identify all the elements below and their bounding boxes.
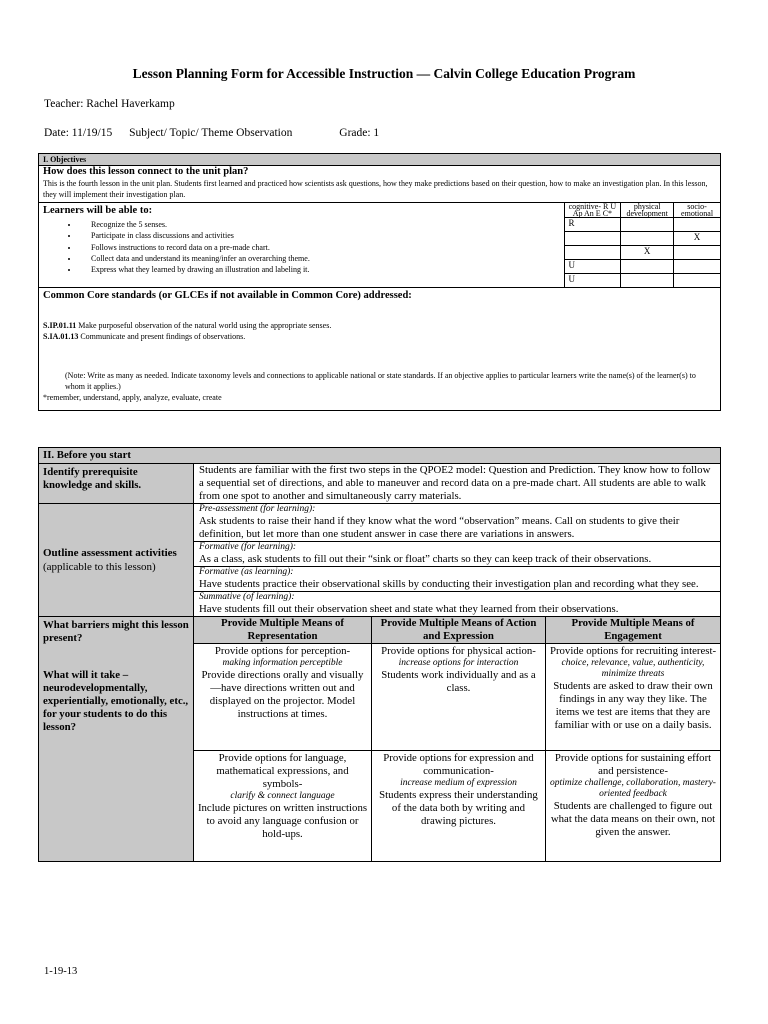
phys-cell (621, 260, 674, 274)
assessment-label-bold: Outline assessment activities (43, 547, 177, 559)
date-line (44, 127, 379, 139)
assessment-label (39, 504, 194, 617)
phys-cell (621, 218, 674, 232)
assessment-type: Pre-assessment (for learning): (199, 504, 316, 514)
udl-text: Students work individually and as a class. (381, 669, 536, 694)
standard-2 (43, 331, 716, 342)
objectives-footnote: *remember, understand, apply, analyze, evaluate, create (43, 393, 222, 402)
udl-header-action: Provide Multiple Means of Action and Expression (372, 617, 546, 644)
udl-cell (372, 644, 546, 751)
udl-lead: Provide options for expression and communication- (383, 752, 534, 777)
cog-cell: U (564, 260, 621, 274)
page-title: Lesson Planning Form for Accessible Instruction — Calvin College Education Program (132, 66, 636, 81)
assessment-formative-as (194, 567, 721, 592)
udl-italic: increase medium of expression (400, 778, 517, 788)
before-heading: II. Before you start (39, 448, 721, 464)
standard-code: S.IA.01.13 (43, 332, 79, 341)
assessment-type: Summative (of learning): (199, 592, 295, 602)
col-physical: physical development (621, 203, 674, 218)
assessment-pre (194, 504, 721, 542)
udl-lead: Provide options for physical action- (381, 645, 536, 657)
col-cognitive: cognitive- R U Ap An E C* (564, 203, 621, 218)
objectives-heading: I. Objectives (39, 154, 721, 166)
udl-cell (372, 751, 546, 862)
teacher-line: Teacher: Rachel Haverkamp (44, 98, 175, 110)
phys-cell (621, 274, 674, 288)
assessment-type: Formative (as learning): (199, 567, 294, 577)
socio-cell (674, 260, 721, 274)
assessment-label-plain: (applicable to this lesson) (43, 561, 156, 573)
phys-cell: X (621, 246, 674, 260)
assessment-text: As a class, ask students to fill out their “sink or float” charts so they can keep track of their observations. (199, 553, 652, 565)
udl-text: Students express their understanding of the data both by writing and drawing pictures. (379, 789, 538, 827)
cog-cell (564, 246, 621, 260)
cog-cell: R (564, 218, 621, 232)
assessment-text: Have students fill out their observation sheet and state what they learned from their observations. (199, 603, 619, 615)
before-you-start-table (38, 447, 721, 862)
col-socio: socio-emotional (674, 203, 721, 218)
subject: Subject/ Topic/ Theme Observation (129, 127, 293, 139)
prereq-label: Identify prerequisite knowledge and skills. (39, 464, 194, 504)
udl-lead: Provide options for language, mathematical expressions, and symbols- (216, 752, 349, 790)
udl-cell (194, 751, 372, 862)
udl-text: Students are challenged to figure out what the data means on their own, not given the answer. (550, 800, 716, 838)
connect-question: How does this lesson connect to the unit plan? (43, 166, 249, 177)
udl-italic: increase options for interaction (398, 658, 519, 668)
socio-cell (674, 274, 721, 288)
socio-cell (674, 218, 721, 232)
udl-lead: Provide options for recruiting interest- (549, 645, 717, 657)
standard-text: Communicate and present findings of observations. (78, 332, 246, 341)
udl-cell (546, 751, 721, 862)
udl-text: Include pictures on written instructions to avoid any language confusion or hold-ups. (197, 802, 368, 840)
udl-text: Students are asked to draw their own findings in any way they like. The items we test are items that they are familiar with or use on a daily basis. (553, 680, 713, 731)
assessment-summative (194, 592, 721, 617)
objective-item: • Express what they learned by drawing an illustration and labeling it. (79, 264, 560, 275)
standard-text: Make purposeful observation of the natural world using the appropriate senses. (76, 321, 332, 330)
common-core-label: Common Core standards (or GLCEs if not available in Common Core) addressed: (43, 290, 412, 301)
grade: Grade: 1 (339, 127, 380, 139)
udl-italic: choice, relevance, value, authenticity, minimize threats (561, 658, 705, 679)
prereq-text: Students are familiar with the first two steps in the QPOE2 model: Question and Prediction. They know how to follow a sequential set of directions, and able to maneuver and record data on a pre-made chart. All students are able to walk from one spot to another and simultaneously carry materials. (194, 464, 721, 504)
objective-item: • Participate in class discussions and activities (79, 230, 560, 241)
udl-lead: Provide options for perception- (214, 645, 351, 657)
udl-lead: Provide options for sustaining effort and persistence- (554, 752, 712, 777)
udl-header-engagement: Provide Multiple Means of Engagement (546, 617, 721, 644)
date: Date: 11/19/15 (44, 127, 113, 139)
assessment-formative-for (194, 542, 721, 567)
objectives-note: (Note: Write as many as needed. Indicate taxonomy levels and connections to applicable national or state standards. If an objective applies to particular learners write the name(s) of the learner(s) to whom it applies.) (65, 371, 696, 391)
connect-answer: This is the fourth lesson in the unit plan. Students first learned and practiced how scientists ask questions, how they make predictions based on their question, how to make an investigation plan. In this lesson, they will implement their investigation plan. (43, 179, 708, 199)
standard-code: S.IP.01.11 (43, 321, 77, 330)
cog-cell: U (564, 274, 621, 288)
udl-italic: clarify & connect language (230, 791, 335, 801)
udl-italic: making information perceptible (222, 658, 343, 668)
udl-cell (194, 644, 372, 751)
assessment-type: Formative (for learning): (199, 542, 297, 552)
socio-cell (674, 246, 721, 260)
objectives-table (38, 153, 721, 411)
objective-item: • Collect data and understand its meaning/infer an overarching theme. (79, 253, 560, 264)
assessment-text: Have students practice their observational skills by conducting their investigation plan and recording what they see. (199, 578, 699, 590)
cog-cell (564, 232, 621, 246)
barriers-label (39, 617, 194, 862)
footer-date: 1-19-13 (44, 966, 78, 977)
objective-item: • Follows instructions to record data on a pre-made chart. (79, 242, 560, 253)
what-will-it-take-question: What will it take – neurodevelopmentally, experientially, emotionally, etc., for your students to do this lesson? (43, 669, 189, 733)
udl-header-representation: Provide Multiple Means of Representation (194, 617, 372, 644)
standard-1 (43, 320, 716, 331)
udl-text: Provide directions orally and visually—have directions written out and displayed on the projector. Model instructions at times. (201, 669, 364, 720)
udl-italic: optimize challenge, collaboration, mastery-oriented feedback (550, 778, 716, 799)
barriers-question: What barriers might this lesson present? (43, 619, 189, 644)
phys-cell (621, 232, 674, 246)
socio-cell: X (674, 232, 721, 246)
udl-cell (546, 644, 721, 751)
objective-list (43, 219, 560, 275)
assessment-text: Ask students to raise their hand if they know what the word “observation” means. Call on students to give their definition, but let more than one student answer in case there are variations in answers. (199, 515, 680, 540)
learners-label: Learners will be able to: (43, 205, 153, 216)
objective-item: • Recognize the 5 senses. (79, 219, 560, 230)
